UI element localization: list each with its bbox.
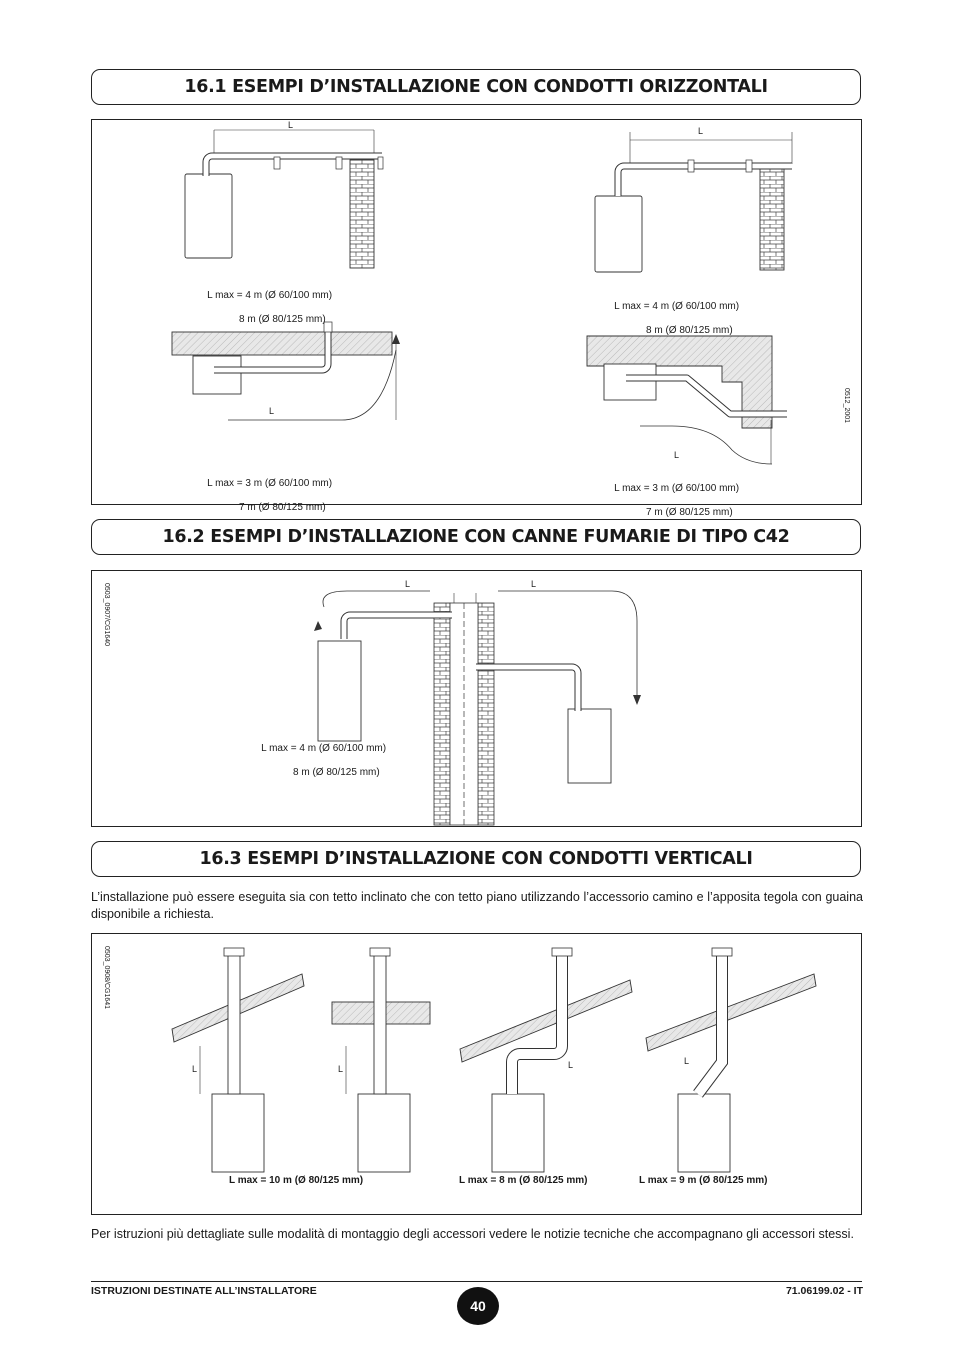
figure-vertical-ducts [91, 933, 862, 1215]
caption-c42-line2: 8 m (Ø 80/125 mm) [293, 767, 380, 778]
dim-label-1: L [192, 1064, 198, 1074]
figure-horizontal-ducts [91, 119, 862, 518]
closing-text: Per istruzioni più dettagliate sulle modalità di montaggio degli accessori vedere le notizie tecniche che accompagnano gli accessori stessi. [91, 1227, 854, 1241]
caption-a-line2: 8 m (Ø 80/125 mm) [239, 314, 326, 325]
footer-divider [91, 1281, 862, 1282]
dim-label-4: L [684, 1056, 690, 1066]
caption-b-line1: L max = 4 m (Ø 60/100 mm) [614, 301, 740, 312]
dim-label-2: L [338, 1064, 344, 1074]
figure-c42-flues [91, 570, 862, 827]
figure-code: 0503_0907/CG1640 [103, 583, 110, 647]
caption-c-line1: L max = 3 m (Ø 60/100 mm) [207, 478, 333, 489]
figure-code: 0503_0908/CG1641 [103, 946, 110, 1010]
caption-b-line2: 8 m (Ø 80/125 mm) [646, 325, 733, 336]
caption-d-line1: L max = 3 m (Ø 60/100 mm) [614, 483, 740, 494]
caption-c42-line1: L max = 4 m (Ø 60/100 mm) [261, 743, 387, 754]
dim-label-a: L [288, 120, 294, 130]
dim-label-right: L [531, 579, 537, 589]
caption-c42 [250, 731, 386, 803]
caption-b [603, 289, 739, 361]
caption-c-line2: 7 m (Ø 80/125 mm) [239, 502, 326, 513]
page-number-badge: 40 [457, 1287, 499, 1325]
caption-vertical-2: L max = 8 m (Ø 80/125 mm) [459, 1175, 588, 1186]
footer-left-text: ISTRUZIONI DESTINATE ALL’INSTALLATORE [91, 1285, 317, 1297]
c42-flues-drawing [92, 571, 863, 828]
section-title-16-1: 16.1 ESEMPI D’INSTALLAZIONE CON CONDOTTI ORIZZONTALI [91, 69, 861, 105]
dim-label-d: L [674, 450, 680, 460]
dim-label-c: L [269, 406, 275, 416]
caption-a-line1: L max = 4 m (Ø 60/100 mm) [207, 290, 333, 301]
diagram-a [185, 130, 383, 268]
section-title-16-2: 16.2 ESEMPI D’INSTALLAZIONE CON CANNE FUMARIE DI TIPO C42 [91, 519, 861, 555]
figure-code: 0512_2001 [843, 388, 850, 424]
caption-vertical-1: L max = 10 m (Ø 80/125 mm) [229, 1175, 364, 1186]
vertical-ducts-drawing [92, 934, 863, 1216]
caption-d-line2: 7 m (Ø 80/125 mm) [646, 507, 733, 518]
dim-label-b: L [698, 126, 704, 136]
diagram-b [595, 132, 792, 272]
section-3-intro: L’installazione può essere eseguita sia con tetto inclinato che con tetto piano utilizzando l’accessorio camino e l’apposita tegola con guaina disponibile a richiesta. [91, 890, 863, 921]
section-title-16-3: 16.3 ESEMPI D’INSTALLAZIONE CON CONDOTTI VERTICALI [91, 841, 861, 877]
footer-doc-code: 71.06199.02 - IT [785, 1285, 863, 1297]
caption-vertical-3: L max = 9 m (Ø 80/125 mm) [639, 1175, 768, 1186]
caption-a [196, 278, 332, 350]
dim-label-left: L [405, 579, 411, 589]
dim-label-3: L [568, 1060, 574, 1070]
